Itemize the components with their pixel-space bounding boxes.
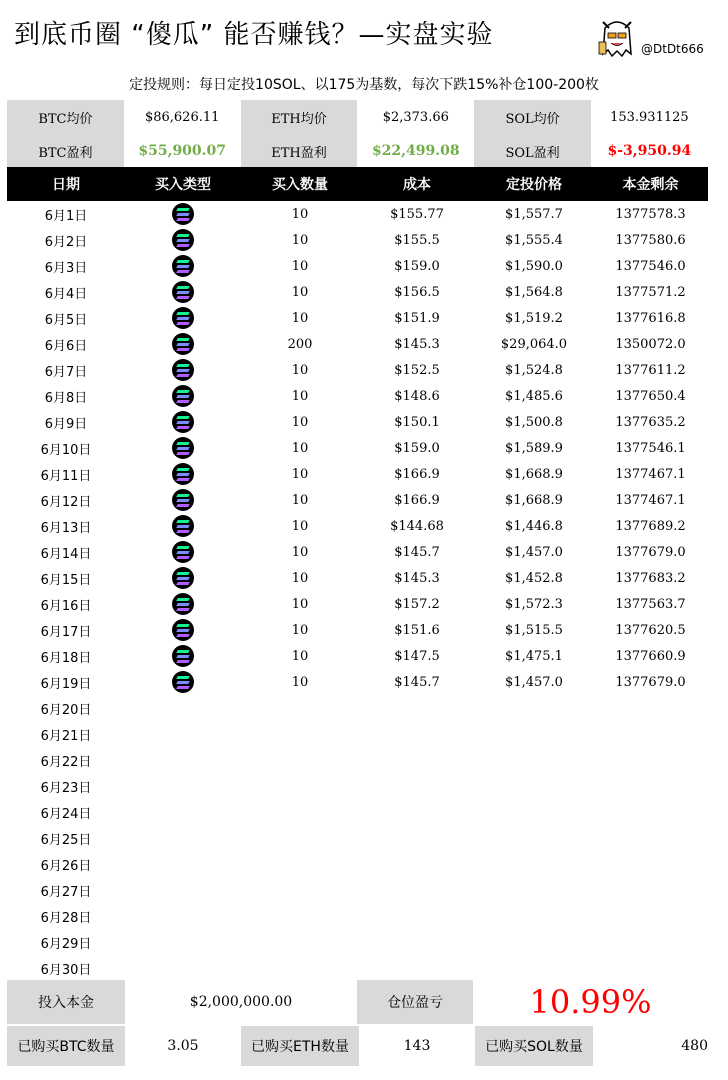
eth-avg-value: $2,373.66	[382, 109, 449, 125]
row-cost: $145.3	[394, 570, 440, 586]
row-buy-type	[125, 617, 241, 643]
row-cost: $150.1	[394, 414, 440, 430]
principal-value: $2,000,000.00	[189, 994, 293, 1010]
row-buy-qty: 10	[291, 570, 309, 586]
row-dca-price: $1,500.8	[505, 414, 563, 430]
row-buy-qty	[241, 721, 359, 747]
row-principal-remaining: 1377679.0	[615, 674, 686, 690]
row-date: 6月30日	[40, 962, 92, 978]
row-principal-remaining: 1377650.4	[615, 388, 686, 404]
table-row	[7, 331, 708, 357]
row-dca-price: $1,555.4	[505, 232, 563, 248]
table-row	[7, 851, 708, 877]
row-principal-remaining: 1377580.6	[615, 232, 686, 248]
row-date: 6月4日	[44, 286, 88, 302]
row-cost: $147.5	[394, 648, 440, 664]
row-buy-type	[125, 565, 241, 591]
solana-icon	[172, 541, 194, 563]
row-buy-qty	[241, 695, 359, 721]
btc-pnl-label: BTC盈利	[7, 134, 124, 168]
table-row	[7, 747, 708, 773]
row-cost	[359, 695, 475, 721]
table-row	[7, 409, 708, 435]
row-date: 6月15日	[40, 572, 92, 588]
row-buy-qty	[241, 851, 359, 877]
row-date: 6月3日	[44, 260, 88, 276]
row-dca-price: $1,590.0	[505, 258, 563, 274]
sol-pnl-value: $-3,950.94	[607, 143, 692, 159]
table-row	[7, 253, 708, 279]
eth-qty-value: 143	[403, 1038, 431, 1054]
row-dca-price: $1,515.5	[505, 622, 563, 638]
btc-pnl-value: $55,900.07	[138, 143, 227, 159]
table-row	[7, 513, 708, 539]
solana-icon	[172, 515, 194, 537]
row-buy-qty	[241, 877, 359, 903]
row-principal-remaining: 1377683.2	[615, 570, 686, 586]
row-cost	[359, 799, 475, 825]
row-buy-type	[125, 695, 241, 721]
row-dca-price	[475, 825, 593, 851]
table-row	[7, 591, 708, 617]
row-cost	[359, 721, 475, 747]
row-dca-price: $1,557.7	[505, 206, 563, 222]
row-cost	[359, 903, 475, 929]
row-dca-price: $1,589.9	[505, 440, 563, 456]
row-date: 6月20日	[40, 702, 92, 718]
table-row	[7, 903, 708, 929]
row-principal-remaining	[593, 773, 708, 799]
row-cost: $144.68	[390, 518, 444, 534]
solana-icon	[172, 411, 194, 433]
row-dca-price: $1,457.0	[505, 674, 563, 690]
row-dca-price	[475, 929, 593, 955]
table-row	[7, 461, 708, 487]
row-principal-remaining: 1377635.2	[615, 414, 686, 430]
row-principal-remaining	[593, 695, 708, 721]
row-date: 6月7日	[44, 364, 88, 380]
row-dca-price: $1,446.8	[505, 518, 563, 534]
row-buy-type	[125, 643, 241, 669]
row-cost	[359, 825, 475, 851]
row-principal-remaining	[593, 929, 708, 955]
row-date: 6月29日	[40, 936, 92, 952]
row-principal-remaining	[593, 955, 708, 981]
row-dca-price: $1,485.6	[505, 388, 563, 404]
solana-icon	[172, 385, 194, 407]
row-buy-qty	[241, 929, 359, 955]
row-cost: $148.6	[394, 388, 440, 404]
header-principal-remaining: 本金剩余	[622, 177, 679, 193]
row-buy-qty: 10	[291, 232, 309, 248]
row-cost	[359, 877, 475, 903]
row-principal-remaining: 1377611.2	[615, 362, 686, 378]
row-date: 6月6日	[44, 338, 88, 354]
header-date: 日期	[52, 177, 80, 193]
row-buy-qty: 10	[291, 648, 309, 664]
row-date: 6月19日	[40, 676, 92, 692]
row-buy-type	[125, 435, 241, 461]
table-row	[7, 279, 708, 305]
row-cost: $145.7	[394, 544, 440, 560]
row-principal-remaining	[593, 799, 708, 825]
table-header	[7, 167, 708, 201]
position-pnl-label: 仓位盈亏	[357, 980, 473, 1024]
table-row	[7, 487, 708, 513]
row-principal-remaining: 1377571.2	[615, 284, 686, 300]
solana-icon	[172, 619, 194, 641]
btc-avg-value: $86,626.11	[144, 109, 220, 125]
row-buy-type	[125, 747, 241, 773]
row-buy-type	[125, 409, 241, 435]
sol-pnl-label: SOL盈利	[474, 134, 591, 168]
row-buy-qty	[241, 825, 359, 851]
row-buy-qty: 10	[291, 388, 309, 404]
row-dca-price: $1,519.2	[505, 310, 563, 326]
row-date: 6月10日	[40, 442, 92, 458]
row-buy-type	[125, 851, 241, 877]
solana-icon	[172, 645, 194, 667]
table-row	[7, 383, 708, 409]
table-row	[7, 929, 708, 955]
row-cost	[359, 773, 475, 799]
row-dca-price: $1,457.0	[505, 544, 563, 560]
row-buy-qty	[241, 799, 359, 825]
table-row	[7, 539, 708, 565]
row-buy-qty: 10	[291, 674, 309, 690]
row-buy-type	[125, 383, 241, 409]
table-row	[7, 955, 708, 981]
table-row	[7, 643, 708, 669]
row-principal-remaining: 1377546.0	[615, 258, 686, 274]
row-dca-price: $1,452.8	[505, 570, 563, 586]
row-dca-price	[475, 747, 593, 773]
row-buy-type	[125, 773, 241, 799]
principal-label: 投入本金	[7, 980, 125, 1024]
row-dca-price	[475, 955, 593, 981]
row-buy-type	[125, 669, 241, 695]
investment-rule: 定投规则：每日定投10SOL、以175为基数，每次下跌15%补仓100-200枚	[129, 77, 599, 93]
row-date: 6月13日	[40, 520, 92, 536]
row-date: 6月14日	[40, 546, 92, 562]
row-buy-qty	[241, 747, 359, 773]
row-principal-remaining: 1350072.0	[615, 336, 686, 352]
row-cost	[359, 747, 475, 773]
row-principal-remaining	[593, 747, 708, 773]
row-cost	[359, 929, 475, 955]
row-buy-qty	[241, 903, 359, 929]
row-principal-remaining	[593, 721, 708, 747]
row-buy-type	[125, 331, 241, 357]
row-buy-type	[125, 721, 241, 747]
row-date: 6月27日	[40, 884, 92, 900]
solana-icon	[172, 359, 194, 381]
row-buy-type	[125, 877, 241, 903]
row-dca-price	[475, 903, 593, 929]
row-cost: $151.9	[394, 310, 440, 326]
row-dca-price: $1,572.3	[505, 596, 563, 612]
table-body	[7, 201, 708, 981]
row-date: 6月5日	[44, 312, 88, 328]
table-row	[7, 669, 708, 695]
header-cost: 成本	[403, 177, 431, 193]
solana-icon	[172, 203, 194, 225]
row-dca-price	[475, 695, 593, 721]
row-buy-qty: 10	[291, 258, 309, 274]
row-dca-price: $1,668.9	[505, 492, 563, 508]
row-principal-remaining	[593, 877, 708, 903]
row-principal-remaining	[593, 825, 708, 851]
row-principal-remaining: 1377679.0	[615, 544, 686, 560]
row-buy-qty: 10	[291, 284, 309, 300]
solana-icon	[172, 437, 194, 459]
row-buy-type	[125, 227, 241, 253]
solana-icon	[172, 255, 194, 277]
position-pnl-value: 10.99%	[529, 983, 652, 1021]
row-buy-qty: 10	[291, 492, 309, 508]
row-dca-price: $1,668.9	[505, 466, 563, 482]
solana-icon	[172, 229, 194, 251]
table-row	[7, 565, 708, 591]
row-dca-price	[475, 721, 593, 747]
solana-icon	[172, 463, 194, 485]
row-buy-type	[125, 305, 241, 331]
solana-icon	[172, 281, 194, 303]
row-dca-price: $1,564.8	[505, 284, 563, 300]
row-buy-qty: 10	[291, 414, 309, 430]
row-buy-qty: 10	[291, 622, 309, 638]
row-buy-type	[125, 279, 241, 305]
eth-pnl-label: ETH盈利	[241, 134, 358, 168]
row-cost	[359, 955, 475, 981]
eth-pnl-value: $22,499.08	[371, 143, 460, 159]
row-buy-type	[125, 487, 241, 513]
row-buy-qty	[241, 773, 359, 799]
table-row	[7, 435, 708, 461]
table-row	[7, 357, 708, 383]
row-principal-remaining: 1377578.3	[615, 206, 686, 222]
row-buy-type	[125, 825, 241, 851]
row-buy-qty	[241, 955, 359, 981]
sol-qty-label: 已购买SOL数量	[475, 1026, 593, 1066]
row-buy-type	[125, 903, 241, 929]
row-principal-remaining: 1377660.9	[615, 648, 686, 664]
row-date: 6月28日	[40, 910, 92, 926]
row-date: 6月22日	[40, 754, 92, 770]
row-cost: $145.7	[394, 674, 440, 690]
table-row	[7, 825, 708, 851]
row-date: 6月12日	[40, 494, 92, 510]
sol-avg-value: 153.931125	[610, 109, 689, 125]
row-cost: $166.9	[394, 466, 440, 482]
row-dca-price	[475, 799, 593, 825]
solana-icon	[172, 593, 194, 615]
row-cost: $157.2	[394, 596, 440, 612]
row-buy-type	[125, 591, 241, 617]
table-row	[7, 799, 708, 825]
row-buy-type	[125, 955, 241, 981]
table-row	[7, 773, 708, 799]
table-row	[7, 877, 708, 903]
btc-avg-label: BTC均价	[7, 100, 124, 134]
row-date: 6月2日	[44, 234, 88, 250]
ghost-mascot-icon	[597, 18, 637, 60]
row-cost: $166.9	[394, 492, 440, 508]
summary-grid	[7, 100, 708, 168]
row-principal-remaining: 1377620.5	[615, 622, 686, 638]
row-cost	[359, 851, 475, 877]
sol-avg-label: SOL均价	[474, 100, 591, 134]
row-principal-remaining: 1377467.1	[615, 466, 686, 482]
row-principal-remaining	[593, 903, 708, 929]
solana-icon	[172, 307, 194, 329]
table-row	[7, 695, 708, 721]
row-cost: $156.5	[394, 284, 440, 300]
solana-icon	[172, 671, 194, 693]
sol-qty-value: 480	[681, 1038, 708, 1054]
row-cost: $152.5	[394, 362, 440, 378]
row-dca-price	[475, 877, 593, 903]
row-buy-qty: 10	[291, 362, 309, 378]
row-date: 6月17日	[40, 624, 92, 640]
row-dca-price: $1,524.8	[505, 362, 563, 378]
header-buy-type: 买入类型	[155, 177, 211, 193]
header-buy-qty: 买入数量	[272, 177, 328, 193]
row-date: 6月18日	[40, 650, 92, 666]
row-principal-remaining: 1377563.7	[615, 596, 686, 612]
row-buy-type	[125, 461, 241, 487]
row-buy-type	[125, 201, 241, 227]
page-title: 到底币圈 “傻瓜” 能否赚钱？—实盘实验	[14, 20, 494, 50]
row-buy-qty: 10	[291, 466, 309, 482]
row-date: 6月21日	[40, 728, 92, 744]
row-date: 6月24日	[40, 806, 92, 822]
row-buy-type	[125, 799, 241, 825]
row-cost: $159.0	[394, 258, 440, 274]
btc-qty-label: 已购买BTC数量	[7, 1026, 125, 1066]
row-principal-remaining: 1377616.8	[615, 310, 686, 326]
row-principal-remaining	[593, 851, 708, 877]
solana-icon	[172, 567, 194, 589]
row-principal-remaining: 1377689.2	[615, 518, 686, 534]
row-buy-qty: 10	[291, 206, 309, 222]
row-buy-qty: 10	[291, 440, 309, 456]
row-dca-price: $29,064.0	[500, 336, 568, 352]
eth-qty-label: 已购买ETH数量	[241, 1026, 359, 1066]
footer-row-2	[7, 1026, 708, 1066]
row-date: 6月23日	[40, 780, 92, 796]
solana-icon	[172, 489, 194, 511]
row-buy-type	[125, 253, 241, 279]
header-dca-price: 定投价格	[506, 177, 562, 193]
row-buy-qty: 10	[291, 518, 309, 534]
row-buy-type	[125, 513, 241, 539]
row-buy-qty: 200	[287, 336, 313, 352]
row-cost: $155.5	[394, 232, 440, 248]
row-cost: $159.0	[394, 440, 440, 456]
row-date: 6月16日	[40, 598, 92, 614]
row-cost: $145.3	[394, 336, 440, 352]
author-handle: @DtDt666	[641, 42, 704, 56]
row-buy-type	[125, 357, 241, 383]
row-date: 6月11日	[40, 468, 92, 484]
row-buy-qty: 10	[291, 544, 309, 560]
row-date: 6月25日	[40, 832, 92, 848]
row-principal-remaining: 1377546.1	[615, 440, 686, 456]
btc-qty-value: 3.05	[167, 1038, 199, 1054]
row-dca-price: $1,475.1	[505, 648, 563, 664]
solana-icon	[172, 333, 194, 355]
footer-row-1	[7, 980, 708, 1024]
row-buy-qty: 10	[291, 310, 309, 326]
row-date: 6月8日	[44, 390, 88, 406]
eth-avg-label: ETH均价	[241, 100, 358, 134]
table-row	[7, 617, 708, 643]
table-row	[7, 201, 708, 227]
row-cost: $155.77	[390, 206, 444, 222]
table-row	[7, 721, 708, 747]
row-dca-price	[475, 773, 593, 799]
row-date: 6月9日	[44, 416, 88, 432]
table-row	[7, 227, 708, 253]
row-buy-type	[125, 539, 241, 565]
row-dca-price	[475, 851, 593, 877]
row-date: 6月1日	[44, 208, 88, 224]
table-row	[7, 305, 708, 331]
row-cost: $151.6	[394, 622, 440, 638]
row-buy-qty: 10	[291, 596, 309, 612]
row-principal-remaining: 1377467.1	[615, 492, 686, 508]
row-date: 6月26日	[40, 858, 92, 874]
row-buy-type	[125, 929, 241, 955]
